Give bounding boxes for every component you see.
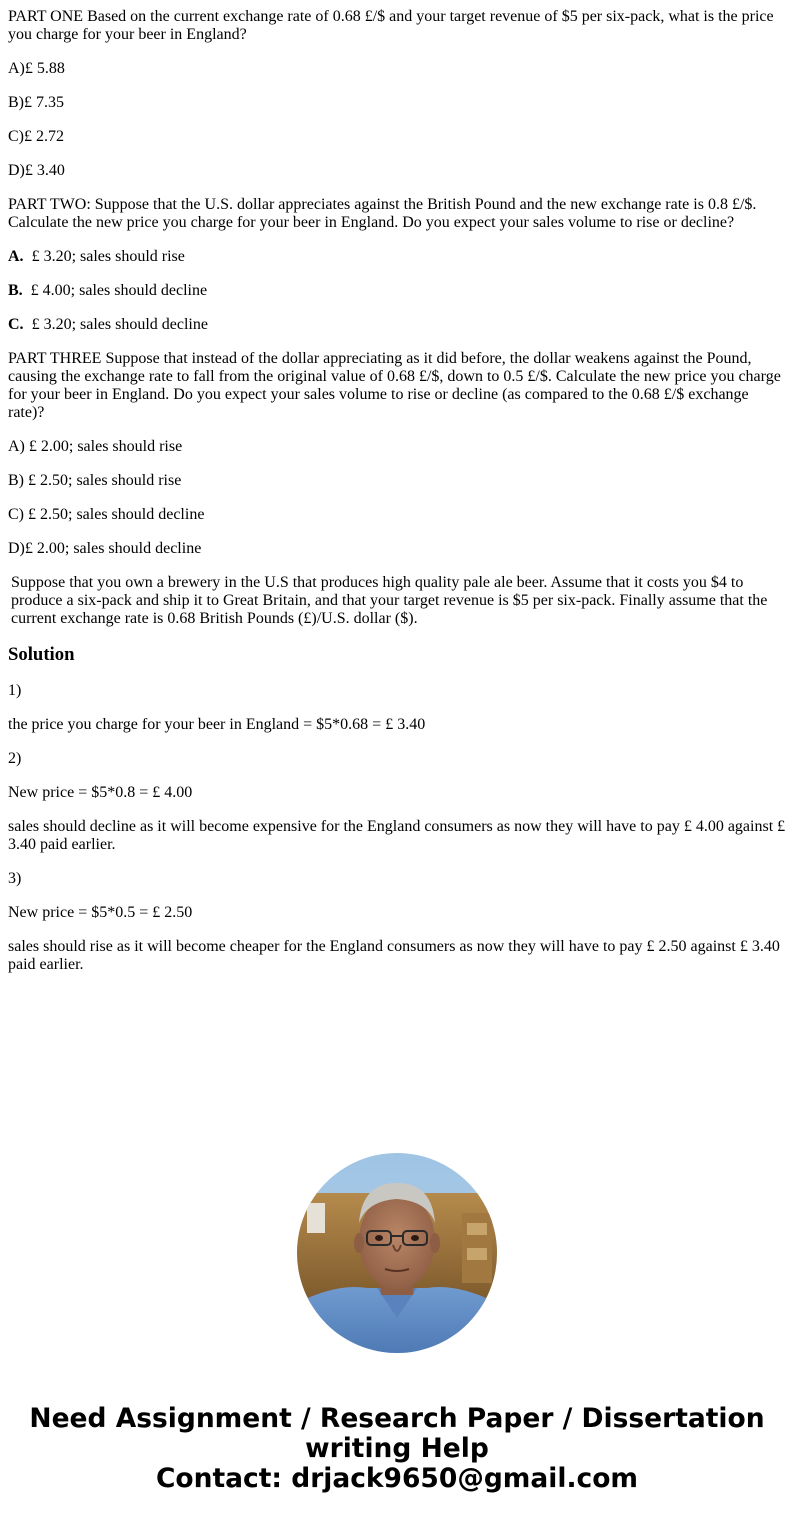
part-two-option-b: [8, 282, 786, 300]
document-body: [8, 8, 786, 990]
option-text: £ 3.20; sales should rise: [31, 248, 185, 265]
solution-step-2-explanation: sales should decline as it will become expensive for the England consumers as now they will have to pay £ 4.00 against £ 3.40 paid earlier.: [8, 818, 786, 853]
part-two-option-c: [8, 316, 786, 334]
solution-step-3-explanation: sales should rise as it will become cheaper for the England consumers as now they will have to pay £ 2.50 against £ 3.40 paid earlier.: [8, 938, 780, 973]
problem-context: Suppose that you own a brewery in the U.S that produces high quality pale ale beer. Assume that it costs you $4 to produce a six-pack and ship it to Great Britain, and that your target revenue is $5 per six-pack. Finally assume that the current exchange rate is 0.68 British Pounds (£)/U.S. dollar ($).: [11, 574, 768, 627]
promo-line-1: Need Assignment / Research Paper / Dissertation: [29, 1403, 765, 1434]
part-two-option-a: [8, 248, 786, 266]
solution-step-1-text: the price you charge for your beer in England = $5*0.68 = £ 3.40: [8, 716, 426, 733]
promo-contact: Contact: drjack9650@gmail.com: [155, 1463, 639, 1494]
option-text: £ 4.00; sales should decline: [30, 282, 208, 299]
solution-step-1-label: 1): [8, 682, 22, 699]
promo-line-2: writing Help: [305, 1433, 489, 1464]
solution-step-3-label: 3): [8, 870, 22, 887]
part-one-option-c: C)£ 2.72: [8, 128, 64, 145]
author-avatar: [297, 1153, 497, 1353]
author-portrait-image: [297, 1153, 497, 1353]
part-one-option-d: D)£ 3.40: [8, 162, 65, 179]
solution-step-3-price: New price = $5*0.5 = £ 2.50: [8, 904, 193, 921]
solution-step-2-price: New price = $5*0.8 = £ 4.00: [8, 784, 193, 801]
part-three-option-a: A) £ 2.00; sales should rise: [8, 438, 183, 455]
option-letter: B.: [8, 282, 23, 299]
option-text: £ 3.20; sales should decline: [31, 316, 208, 333]
part-one-option-a: A)£ 5.88: [8, 60, 65, 77]
part-two-question: PART TWO: Suppose that the U.S. dollar appreciates against the British Pound and the new exchange rate is 0.8 £/$. Calculate the new price you charge for your beer in England. Do you expect your sales volume to rise or decline?: [8, 196, 757, 231]
promo-banner: [0, 1404, 794, 1494]
part-three-question: PART THREE Suppose that instead of the dollar appreciating as it did before, the dollar weakens against the Pound, causing the exchange rate to fall from the original value of 0.68 £/$, down to 0.5 £/$. Calculate the new price you charge for your beer in England. Do you expect your sales volume to rise or decline (as compared to the 0.68 £/$ exchange rate)?: [8, 350, 781, 421]
option-letter: C.: [8, 316, 24, 333]
part-three-option-c: C) £ 2.50; sales should decline: [8, 506, 205, 523]
solution-heading: Solution: [8, 644, 75, 665]
option-letter: A.: [8, 248, 24, 265]
part-one-option-b: B)£ 7.35: [8, 94, 64, 111]
solution-step-2-label: 2): [8, 750, 22, 767]
part-three-option-d: D)£ 2.00; sales should decline: [8, 540, 202, 557]
part-three-option-b: B) £ 2.50; sales should rise: [8, 472, 182, 489]
part-one-question: PART ONE Based on the current exchange rate of 0.68 £/$ and your target revenue of $5 per six-pack, what is the price you charge for your beer in England?: [8, 8, 774, 43]
